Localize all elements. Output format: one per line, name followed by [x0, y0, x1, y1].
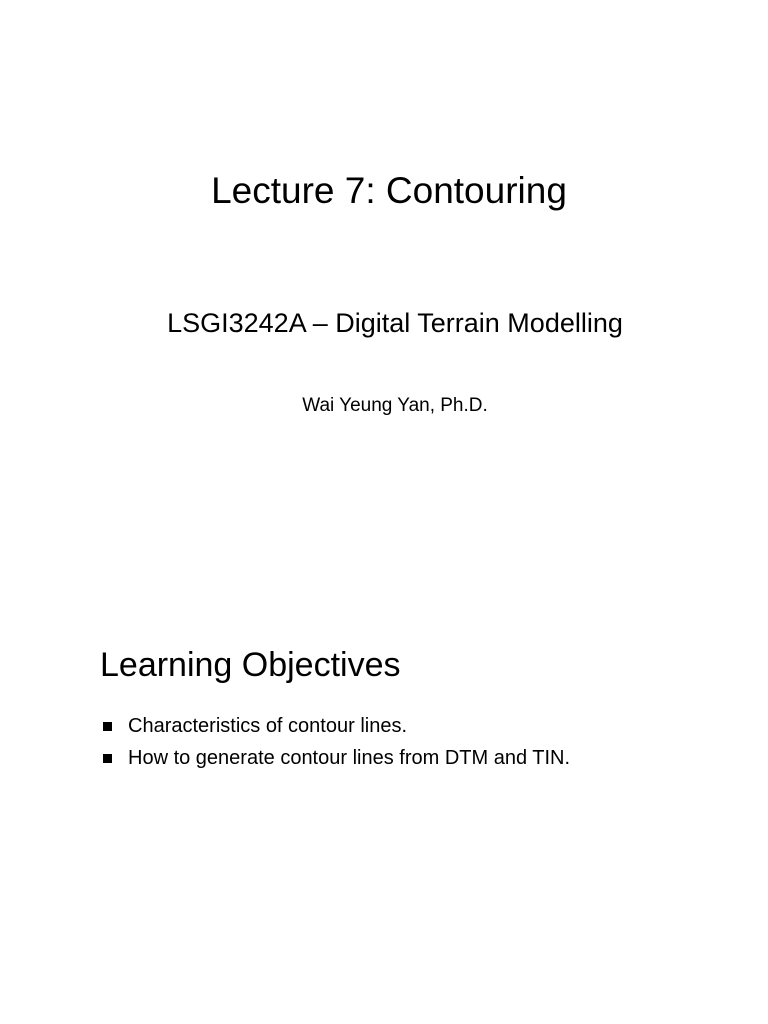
square-bullet-icon — [103, 754, 112, 763]
objectives-title: Learning Objectives — [100, 646, 401, 684]
author-name: Wai Yeung Yan, Ph.D. — [302, 395, 488, 416]
square-bullet-icon — [103, 722, 112, 731]
list-item — [103, 710, 570, 742]
course-subtitle: LSGI3242A – Digital Terrain Modelling — [167, 308, 623, 338]
list-item-text: Characteristics of contour lines. — [128, 714, 408, 737]
list-item — [103, 742, 570, 774]
objectives-list — [103, 710, 570, 774]
list-item-text: How to generate contour lines from DTM and TIN. — [128, 746, 571, 769]
lecture-title: Lecture 7: Contouring — [211, 170, 567, 211]
objectives-slide — [0, 512, 768, 1024]
